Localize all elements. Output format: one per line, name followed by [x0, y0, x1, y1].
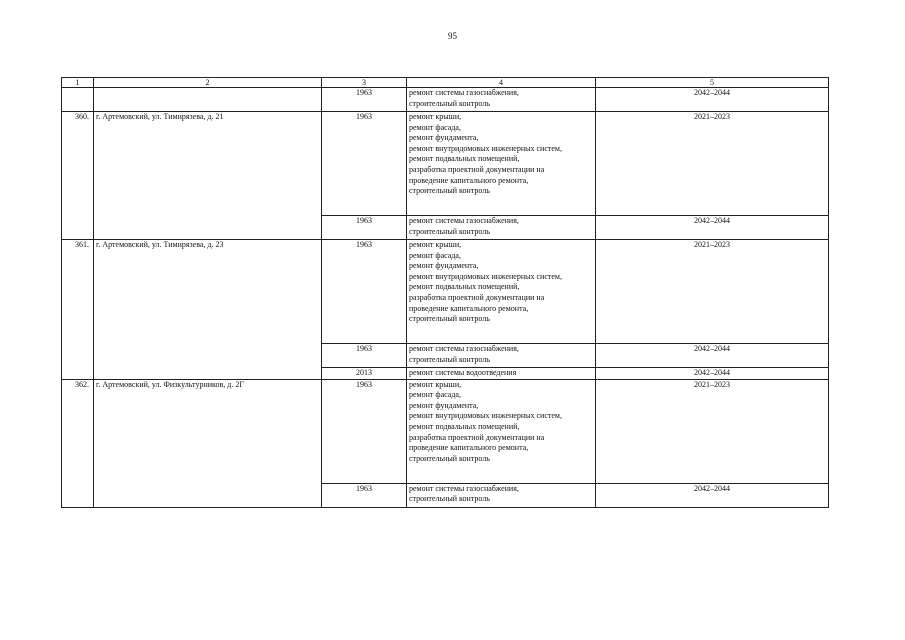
column-header: 1 [62, 78, 94, 88]
work-item: строительный контроль [409, 314, 490, 324]
work-item: ремонт крыши, [409, 112, 462, 121]
work-item: строительный контроль [409, 354, 490, 364]
work-item: ремонт системы газоснабжения, [409, 88, 519, 97]
header-row [62, 78, 829, 88]
year-cell: 2013 [322, 368, 407, 380]
address-cell: г. Артемовский, ул. Тимирязева, д. 23 [94, 240, 322, 380]
work-item: проведение капитального ремонта, [409, 175, 529, 185]
work-item: ремонт системы газоснабжения, [409, 344, 519, 353]
work-item: строительный контроль [409, 226, 490, 236]
period-cell: 2042–2044 [596, 88, 829, 112]
period-cell: 2042–2044 [596, 483, 829, 507]
work-item: ремонт системы водоотведения [409, 368, 517, 377]
year-cell: 1963 [322, 88, 407, 112]
entry-number: 362. [62, 379, 94, 507]
work-item: строительный контроль [409, 186, 490, 196]
work-item: ремонт системы газоснабжения, [409, 483, 519, 493]
work-item: проведение капитального ремонта, [409, 443, 529, 453]
year-cell: 1963 [322, 216, 407, 240]
period-cell: 2042–2044 [596, 344, 829, 368]
work-item: ремонт фундамента, [409, 261, 479, 271]
work-item: ремонт фундамента, [409, 133, 479, 143]
work-item: ремонт системы газоснабжения, [409, 216, 519, 225]
work-item: ремонт подвальных помещений, [409, 421, 520, 431]
work-item: проведение капитального ремонта, [409, 303, 529, 313]
page-number: 95 [448, 31, 457, 41]
works-cell [407, 483, 596, 507]
address-cell: г. Артемовский, ул. Физкультурников, д. 2Г [94, 379, 322, 507]
work-item: ремонт крыши, [409, 379, 462, 389]
works-cell [407, 379, 596, 483]
column-header: 4 [407, 78, 596, 88]
table-row [62, 379, 829, 483]
column-header: 3 [322, 78, 407, 88]
column-header: 5 [596, 78, 829, 88]
year-cell: 1963 [322, 483, 407, 507]
work-item: ремонт внутридомовых инженерных систем, [409, 411, 562, 421]
work-item: ремонт крыши, [409, 240, 462, 249]
work-item: ремонт фасада, [409, 250, 461, 260]
work-item: ремонт внутридомовых инженерных систем, [409, 143, 562, 153]
work-item: ремонт фасада, [409, 122, 461, 132]
table-row [62, 88, 829, 112]
works-cell [407, 344, 596, 368]
works-cell [407, 88, 596, 112]
work-item: строительный контроль [409, 494, 490, 504]
period-cell: 2021–2023 [596, 112, 829, 216]
year-cell: 1963 [322, 379, 407, 483]
works-cell [407, 240, 596, 344]
work-item: разработка проектной документации на [409, 292, 545, 302]
work-item: ремонт подвальных помещений, [409, 154, 520, 164]
year-cell: 1963 [322, 344, 407, 368]
entry-number [62, 88, 94, 112]
work-item: разработка проектной документации на [409, 432, 545, 442]
period-cell: 2042–2044 [596, 368, 829, 380]
period-cell: 2042–2044 [596, 216, 829, 240]
period-cell: 2021–2023 [596, 240, 829, 344]
address-cell: г. Артемовский, ул. Тимирязева, д. 21 [94, 112, 322, 240]
entry-number: 360. [62, 112, 94, 240]
work-item: разработка проектной документации на [409, 164, 545, 174]
period-cell: 2021–2023 [596, 379, 829, 483]
table-row [62, 112, 829, 216]
work-item: ремонт фундамента, [409, 400, 479, 410]
entry-number: 361. [62, 240, 94, 380]
year-cell: 1963 [322, 112, 407, 216]
year-cell: 1963 [322, 240, 407, 344]
work-item: ремонт фасада, [409, 390, 461, 400]
work-item: ремонт подвальных помещений, [409, 282, 520, 292]
work-item: ремонт внутридомовых инженерных систем, [409, 271, 562, 281]
works-cell [407, 368, 596, 380]
works-cell [407, 112, 596, 216]
repair-schedule-table [61, 77, 829, 508]
table-row [62, 240, 829, 344]
works-cell [407, 216, 596, 240]
work-item: строительный контроль [409, 98, 490, 108]
column-header: 2 [94, 78, 322, 88]
work-item: строительный контроль [409, 453, 490, 463]
address-cell [94, 88, 322, 112]
